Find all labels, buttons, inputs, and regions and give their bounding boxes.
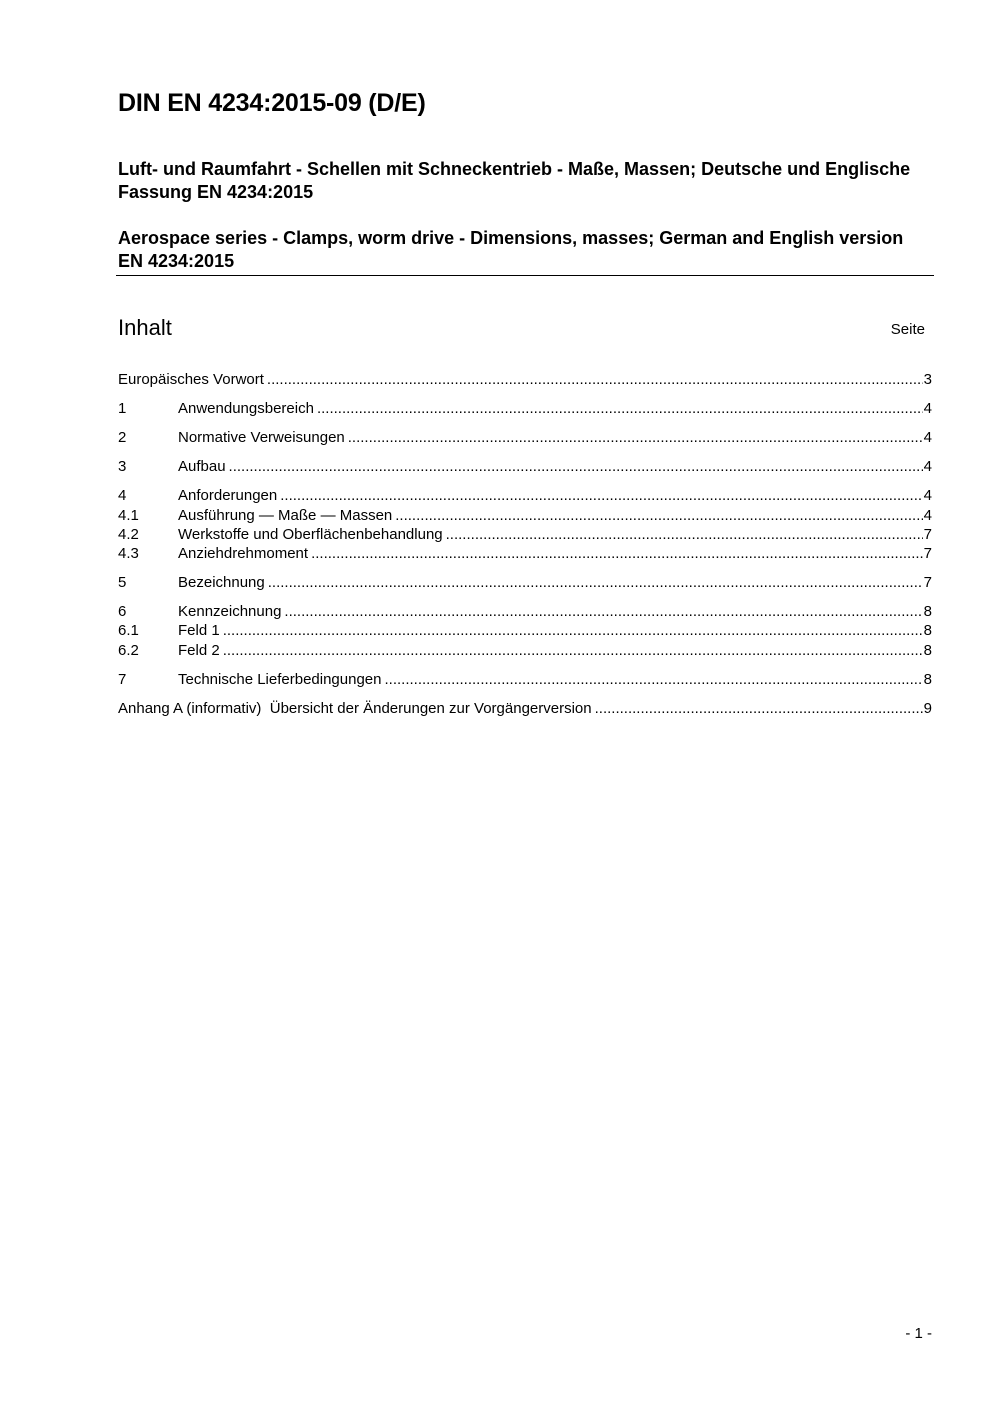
toc-entry[interactable] bbox=[118, 699, 932, 718]
toc-entry[interactable] bbox=[118, 621, 932, 640]
toc-entry-page: 8 bbox=[923, 603, 932, 620]
toc-entry-title: Technische Lieferbedingungen bbox=[178, 671, 382, 688]
toc-entry-page: 7 bbox=[923, 574, 932, 591]
toc-entry[interactable] bbox=[118, 602, 932, 621]
toc-entry-page: 8 bbox=[923, 642, 932, 659]
toc-leader bbox=[348, 428, 923, 447]
toc-entry-page: 4 bbox=[923, 458, 932, 475]
toc-entry-title: Aufbau bbox=[178, 458, 226, 475]
toc-entry-number: 6.2 bbox=[118, 642, 139, 659]
toc-entry-number: 6 bbox=[118, 603, 127, 620]
toc-entry-number: 1 bbox=[118, 400, 127, 417]
toc-heading: Inhalt bbox=[118, 315, 172, 340]
toc-leader bbox=[268, 573, 923, 592]
toc-leader bbox=[280, 486, 922, 505]
toc-entry-page: 4 bbox=[923, 429, 932, 446]
toc-leader bbox=[229, 457, 923, 476]
title-german: Luft- und Raumfahrt - Schellen mit Schneckentrieb - Maße, Massen; Deutsche und Englische Fassung EN 4234:2015 bbox=[118, 159, 911, 202]
title-english: Aerospace series - Clamps, worm drive - Dimensions, masses; German and English version EN 4234:2015 bbox=[118, 228, 904, 271]
toc-leader bbox=[223, 641, 923, 660]
toc-entry[interactable] bbox=[118, 428, 932, 447]
toc-entry-number: 4.3 bbox=[118, 545, 139, 562]
header-rule bbox=[116, 275, 934, 276]
toc-entry[interactable] bbox=[118, 525, 932, 544]
toc-entry-number: 4.1 bbox=[118, 507, 139, 524]
toc-entry[interactable] bbox=[118, 506, 932, 525]
toc-entry-title: Anziehdrehmoment bbox=[178, 545, 309, 562]
toc-entry-title: Feld 1 bbox=[178, 622, 220, 639]
toc-leader bbox=[395, 506, 922, 525]
toc-entry-number: 2 bbox=[118, 429, 127, 446]
toc-entry-number: 7 bbox=[118, 671, 127, 688]
toc-leader bbox=[284, 602, 922, 621]
toc-entry[interactable] bbox=[118, 641, 932, 660]
toc-entry-number: 6.1 bbox=[118, 622, 139, 639]
toc-entry-title: Europäisches Vorwort bbox=[118, 371, 264, 388]
toc-entry-title: Kennzeichnung bbox=[178, 603, 282, 620]
document-id: DIN EN 4234:2015-09 (D/E) bbox=[118, 89, 426, 117]
toc-entry-title: Werkstoffe und Oberflächenbehandlung bbox=[178, 526, 443, 543]
toc-entry[interactable] bbox=[118, 370, 932, 389]
toc-entry-page: 4 bbox=[923, 487, 932, 504]
toc-leader bbox=[267, 370, 923, 389]
toc-entry[interactable] bbox=[118, 399, 932, 418]
toc-leader bbox=[311, 544, 923, 563]
page-number: - 1 - bbox=[905, 1325, 932, 1342]
toc-entry-page: 7 bbox=[923, 545, 932, 562]
toc-entry-title: Normative Verweisungen bbox=[178, 429, 345, 446]
toc-entry[interactable] bbox=[118, 457, 932, 476]
toc-entry-page: 8 bbox=[923, 671, 932, 688]
toc-entry-number: 3 bbox=[118, 458, 127, 475]
toc-entry-page: 8 bbox=[923, 622, 932, 639]
toc-leader bbox=[595, 699, 923, 718]
toc-entry[interactable] bbox=[118, 573, 932, 592]
toc-entry-number: 5 bbox=[118, 574, 127, 591]
toc-entry-title: Bezeichnung bbox=[178, 574, 265, 591]
toc-entry-page: 9 bbox=[923, 700, 932, 717]
toc-entry-title: Anwendungsbereich bbox=[178, 400, 314, 417]
toc-page-label: Seite bbox=[890, 321, 925, 338]
toc-leader bbox=[385, 670, 923, 689]
toc-entry[interactable] bbox=[118, 486, 932, 505]
toc-entry-title: Anforderungen bbox=[178, 487, 278, 504]
toc-entry-number: 4.2 bbox=[118, 526, 139, 543]
toc-leader bbox=[317, 399, 923, 418]
toc-entry-page: 4 bbox=[923, 507, 932, 524]
toc-entry-page: 4 bbox=[923, 400, 932, 417]
toc-entry-page: 3 bbox=[923, 371, 932, 388]
toc-entry-title: Feld 2 bbox=[178, 642, 220, 659]
toc-entry[interactable] bbox=[118, 670, 932, 689]
toc-entry-title: Anhang A (informativ) Übersicht der Änderungen zur Vorgängerversion bbox=[118, 700, 592, 717]
toc-leader bbox=[223, 621, 923, 640]
toc-leader bbox=[446, 525, 923, 544]
toc-entry-page: 7 bbox=[923, 526, 932, 543]
toc-entry-title: Ausführung — Maße — Massen bbox=[178, 507, 393, 524]
toc-entry-number: 4 bbox=[118, 487, 127, 504]
toc-entry[interactable] bbox=[118, 544, 932, 563]
